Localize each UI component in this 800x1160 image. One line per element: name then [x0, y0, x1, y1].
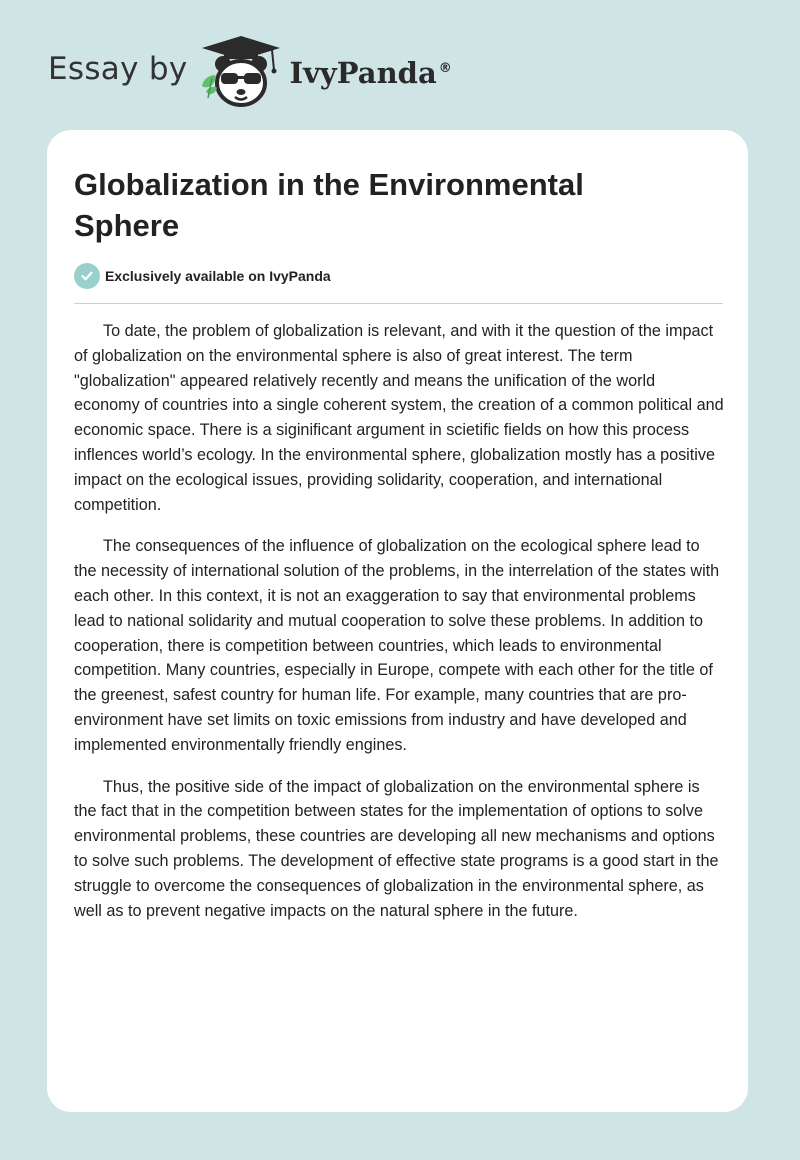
exclusive-badge-label: Exclusively available on IvyPanda	[105, 268, 331, 284]
panda-graduate-logo-icon[interactable]	[198, 34, 288, 110]
essay-body	[74, 319, 725, 940]
brand-name-text: IvyPanda	[289, 56, 437, 90]
site-header	[48, 34, 452, 110]
essay-card	[47, 130, 748, 1112]
exclusive-badge	[74, 263, 331, 289]
paragraph: Thus, the positive side of the impact of globalization on the environmental sphere is the fact that in the competition between states for the implementation of options to solve environmental problems, these countries are developing all new mechanisms and options to solve such problems. The development of effective state programs is a good start in the struggle to overcome the consequences of globalization in the environmental sphere, as well as to prevent negative impacts on the natural sphere in the future.	[74, 777, 719, 920]
essay-by-label: Essay by	[48, 51, 188, 87]
paragraph: To date, the problem of globalization is relevant, and with it the question of the impact of globalization on the environmental sphere is also of great interest. The term "globalization" appeared relatively recently and means the unification of the world economy of countries into a single coherent system, the creation of a common political and economic space. There is a siginificant argument in scietific fields on how this process inflences world’s ecology. In the environmental sphere, globalization mostly has a positive impact on the ecological issues, providing solidarity, cooperation, and international competition.	[74, 322, 724, 514]
paragraph: The consequences of the influence of globalization on the ecological sphere lead to the necessity of international solution of the problems, in the interrelation of the states with each other. In this context, it is not an exaggeration to say that environmental problems lead to national solidarity and mutual cooperation to solve these problems. In addition to cooperation, there is competition between countries, which leads to environmental competition. Many countries, especially in Europe, compete with each other for the title of the greenest, safest country for human life. For example, many countries that are pro-environment have set limits on toxic emissions from industry and have developed and implemented environmentally friendly engines.	[74, 537, 720, 754]
check-icon	[74, 263, 100, 289]
registered-mark: ®	[438, 61, 452, 77]
brand-name[interactable]	[290, 56, 452, 90]
essay-title: Globalization in the Environmental Sphere	[74, 167, 584, 243]
divider	[74, 303, 723, 304]
